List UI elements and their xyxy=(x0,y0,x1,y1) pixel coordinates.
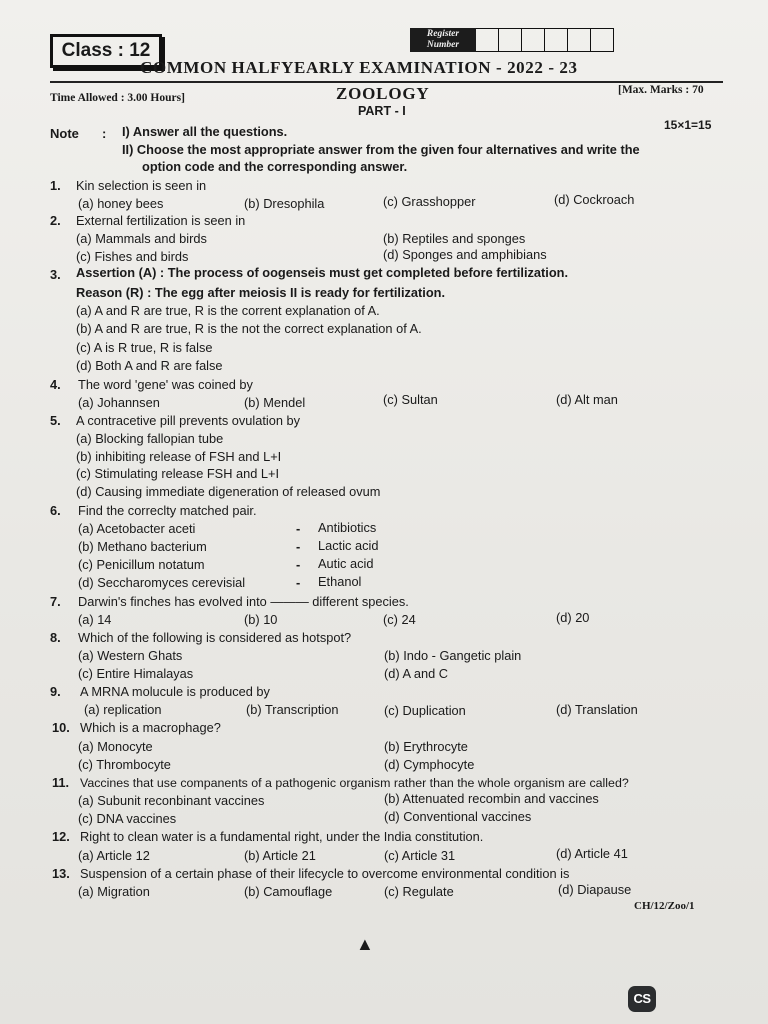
question-text: A MRNA molucule is produced by xyxy=(80,684,270,699)
match-dash: - xyxy=(296,539,301,554)
option: (a) Western Ghats xyxy=(78,648,183,663)
option: (c) Stimulating release FSH and L+I xyxy=(76,466,280,481)
option: (a) replication xyxy=(84,702,162,717)
question-text: Suspension of a certain phase of their lifecycle to overcome environmental condition is xyxy=(80,866,570,881)
note-line-1: I) Answer all the questions. xyxy=(122,124,288,139)
option: (d) A and C xyxy=(384,666,449,681)
question-number: 4. xyxy=(50,377,61,392)
option: (a) Acetobacter aceti xyxy=(78,521,196,536)
option: (d) Article 41 xyxy=(556,846,628,861)
question-number: 11. xyxy=(52,775,70,790)
option: (d) Both A and R are false xyxy=(76,358,223,373)
question-number: 3. xyxy=(50,267,61,282)
question-text: Darwin's finches has evolved into ——— different species. xyxy=(78,594,409,609)
option: (c) Duplication xyxy=(384,703,466,718)
question-text: The word 'gene' was coined by xyxy=(78,377,253,392)
option: (b) Reptiles and sponges xyxy=(383,231,526,246)
time-allowed: Time Allowed : 3.00 Hours] xyxy=(50,92,185,104)
section-score: 15×1=15 xyxy=(664,118,712,132)
option: (d) Cockroach xyxy=(554,192,635,207)
class-label-box: Class : 12 xyxy=(50,34,162,68)
question-number: 9. xyxy=(50,684,61,699)
option: (a) Mammals and birds xyxy=(76,231,207,246)
option: (c) Regulate xyxy=(384,884,454,899)
question-number: 5. xyxy=(50,413,61,428)
match-dash: - xyxy=(296,521,301,536)
question-number: 10. xyxy=(52,720,70,735)
option: (d) Seccharomyces cerevisial xyxy=(78,575,246,590)
option: (d) Sponges and amphibians xyxy=(383,247,547,262)
option: (c) Entire Himalayas xyxy=(78,666,194,681)
register-digit-cell xyxy=(522,28,545,52)
option: (c) Grasshopper xyxy=(383,194,476,209)
register-number-label: Register Number xyxy=(410,28,476,52)
option: (b) A and R are true, R is the not the correct explanation of A. xyxy=(76,321,422,336)
option: (b) Camouflage xyxy=(244,884,333,899)
option: (c) 24 xyxy=(383,612,416,627)
question-text: Which of the following is considered as hotspot? xyxy=(78,630,352,645)
question-text: A contracetive pill prevents ovulation by xyxy=(76,413,301,428)
option: (b) Article 21 xyxy=(244,848,316,863)
option: (d) Conventional vaccines xyxy=(384,809,532,824)
register-digit-cell xyxy=(476,28,499,52)
question-text: Kin selection is seen in xyxy=(76,178,207,193)
note-label: Note xyxy=(50,126,79,141)
match-value: Lactic acid xyxy=(318,538,379,553)
register-number-box xyxy=(410,28,614,52)
question-text: Vaccines that use companents of a pathogenic organism rather than the whole organism are called? xyxy=(80,776,629,790)
max-marks: [Max. Marks : 70 xyxy=(618,84,704,96)
option: (c) Thrombocyte xyxy=(78,757,171,772)
question-text: Find the correclty matched pair. xyxy=(78,503,257,518)
option: (a) Monocyte xyxy=(78,739,153,754)
option: (b) Transcription xyxy=(246,702,339,717)
option: (a) A and R are true, R is the corrent explanation of A. xyxy=(76,303,380,318)
question-number: 1. xyxy=(50,178,61,193)
option: (b) inhibiting release of FSH and L+I xyxy=(76,449,282,464)
question-number: 2. xyxy=(50,213,61,228)
question-text: Which is a macrophage? xyxy=(80,720,221,735)
camscanner-logo-icon: CS xyxy=(628,986,656,1012)
option: (c) Penicillum notatum xyxy=(78,557,205,572)
option: (c) A is R true, R is false xyxy=(76,340,213,355)
option: (a) Johannsen xyxy=(78,395,160,410)
option: (b) Attenuated recombin and vaccines xyxy=(384,791,599,806)
option: (b) Indo - Gangetic plain xyxy=(384,648,522,663)
option: (c) Fishes and birds xyxy=(76,249,189,264)
question-number: 12. xyxy=(52,829,70,844)
question-number: 8. xyxy=(50,630,61,645)
question-text: Assertion (A) : The process of oogenseis must get completed before fertilization. xyxy=(76,265,569,280)
note-line-2: II) Choose the most appropriate answer from the given four alternatives and write the xyxy=(122,142,640,157)
part-label: PART - I xyxy=(358,104,406,118)
note-colon: : xyxy=(102,126,107,141)
option: (b) Methano bacterium xyxy=(78,539,207,554)
option: (d) 20 xyxy=(556,610,590,625)
match-dash: - xyxy=(296,557,301,572)
match-value: Antibiotics xyxy=(318,520,377,535)
option: (a) 14 xyxy=(78,612,112,627)
question-text: External fertilization is seen in xyxy=(76,213,246,228)
option: (c) Sultan xyxy=(383,392,438,407)
exam-title: COMMON HALFYEARLY EXAMINATION - 2022 - 23 xyxy=(140,58,578,77)
option: (c) Article 31 xyxy=(384,848,456,863)
option: (d) Alt man xyxy=(556,392,618,407)
match-value: Ethanol xyxy=(318,574,362,589)
match-dash: - xyxy=(296,575,301,590)
question-number: 6. xyxy=(50,503,61,518)
option: (a) Article 12 xyxy=(78,848,150,863)
question-text: Right to clean water is a fundamental right, under the India constitution. xyxy=(80,829,484,844)
question-number: 13. xyxy=(52,866,70,881)
register-digit-cell xyxy=(591,28,614,52)
option: (a) Migration xyxy=(78,884,150,899)
reason-text: Reason (R) : The egg after meiosis II is ready for fertilization. xyxy=(76,285,446,300)
option: (b) 10 xyxy=(244,612,278,627)
option: (d) Causing immediate digeneration of released ovum xyxy=(76,484,381,499)
paper-code: CH/12/Zoo/1 xyxy=(634,900,695,912)
option: (b) Mendel xyxy=(244,395,306,410)
register-digit-cell xyxy=(545,28,568,52)
title-rule xyxy=(50,81,723,83)
subject-title: ZOOLOGY xyxy=(336,84,430,103)
option: (c) DNA vaccines xyxy=(78,811,177,826)
option: (d) Cymphocyte xyxy=(384,757,475,772)
register-digit-cell xyxy=(568,28,591,52)
match-value: Autic acid xyxy=(318,556,374,571)
question-number: 7. xyxy=(50,594,61,609)
option: (a) Blocking fallopian tube xyxy=(76,431,224,446)
option: (a) Subunit reconbinant vaccines xyxy=(78,793,265,808)
option: (d) Diapause xyxy=(558,882,632,897)
note-line-3: option code and the corresponding answer. xyxy=(142,159,408,174)
option: (b) Erythrocyte xyxy=(384,739,468,754)
pen-mark-icon: ▲ xyxy=(356,934,374,954)
option: (b) Dresophila xyxy=(244,196,325,211)
register-digit-cell xyxy=(499,28,522,52)
option: (d) Translation xyxy=(556,702,638,717)
option: (a) honey bees xyxy=(78,196,164,211)
